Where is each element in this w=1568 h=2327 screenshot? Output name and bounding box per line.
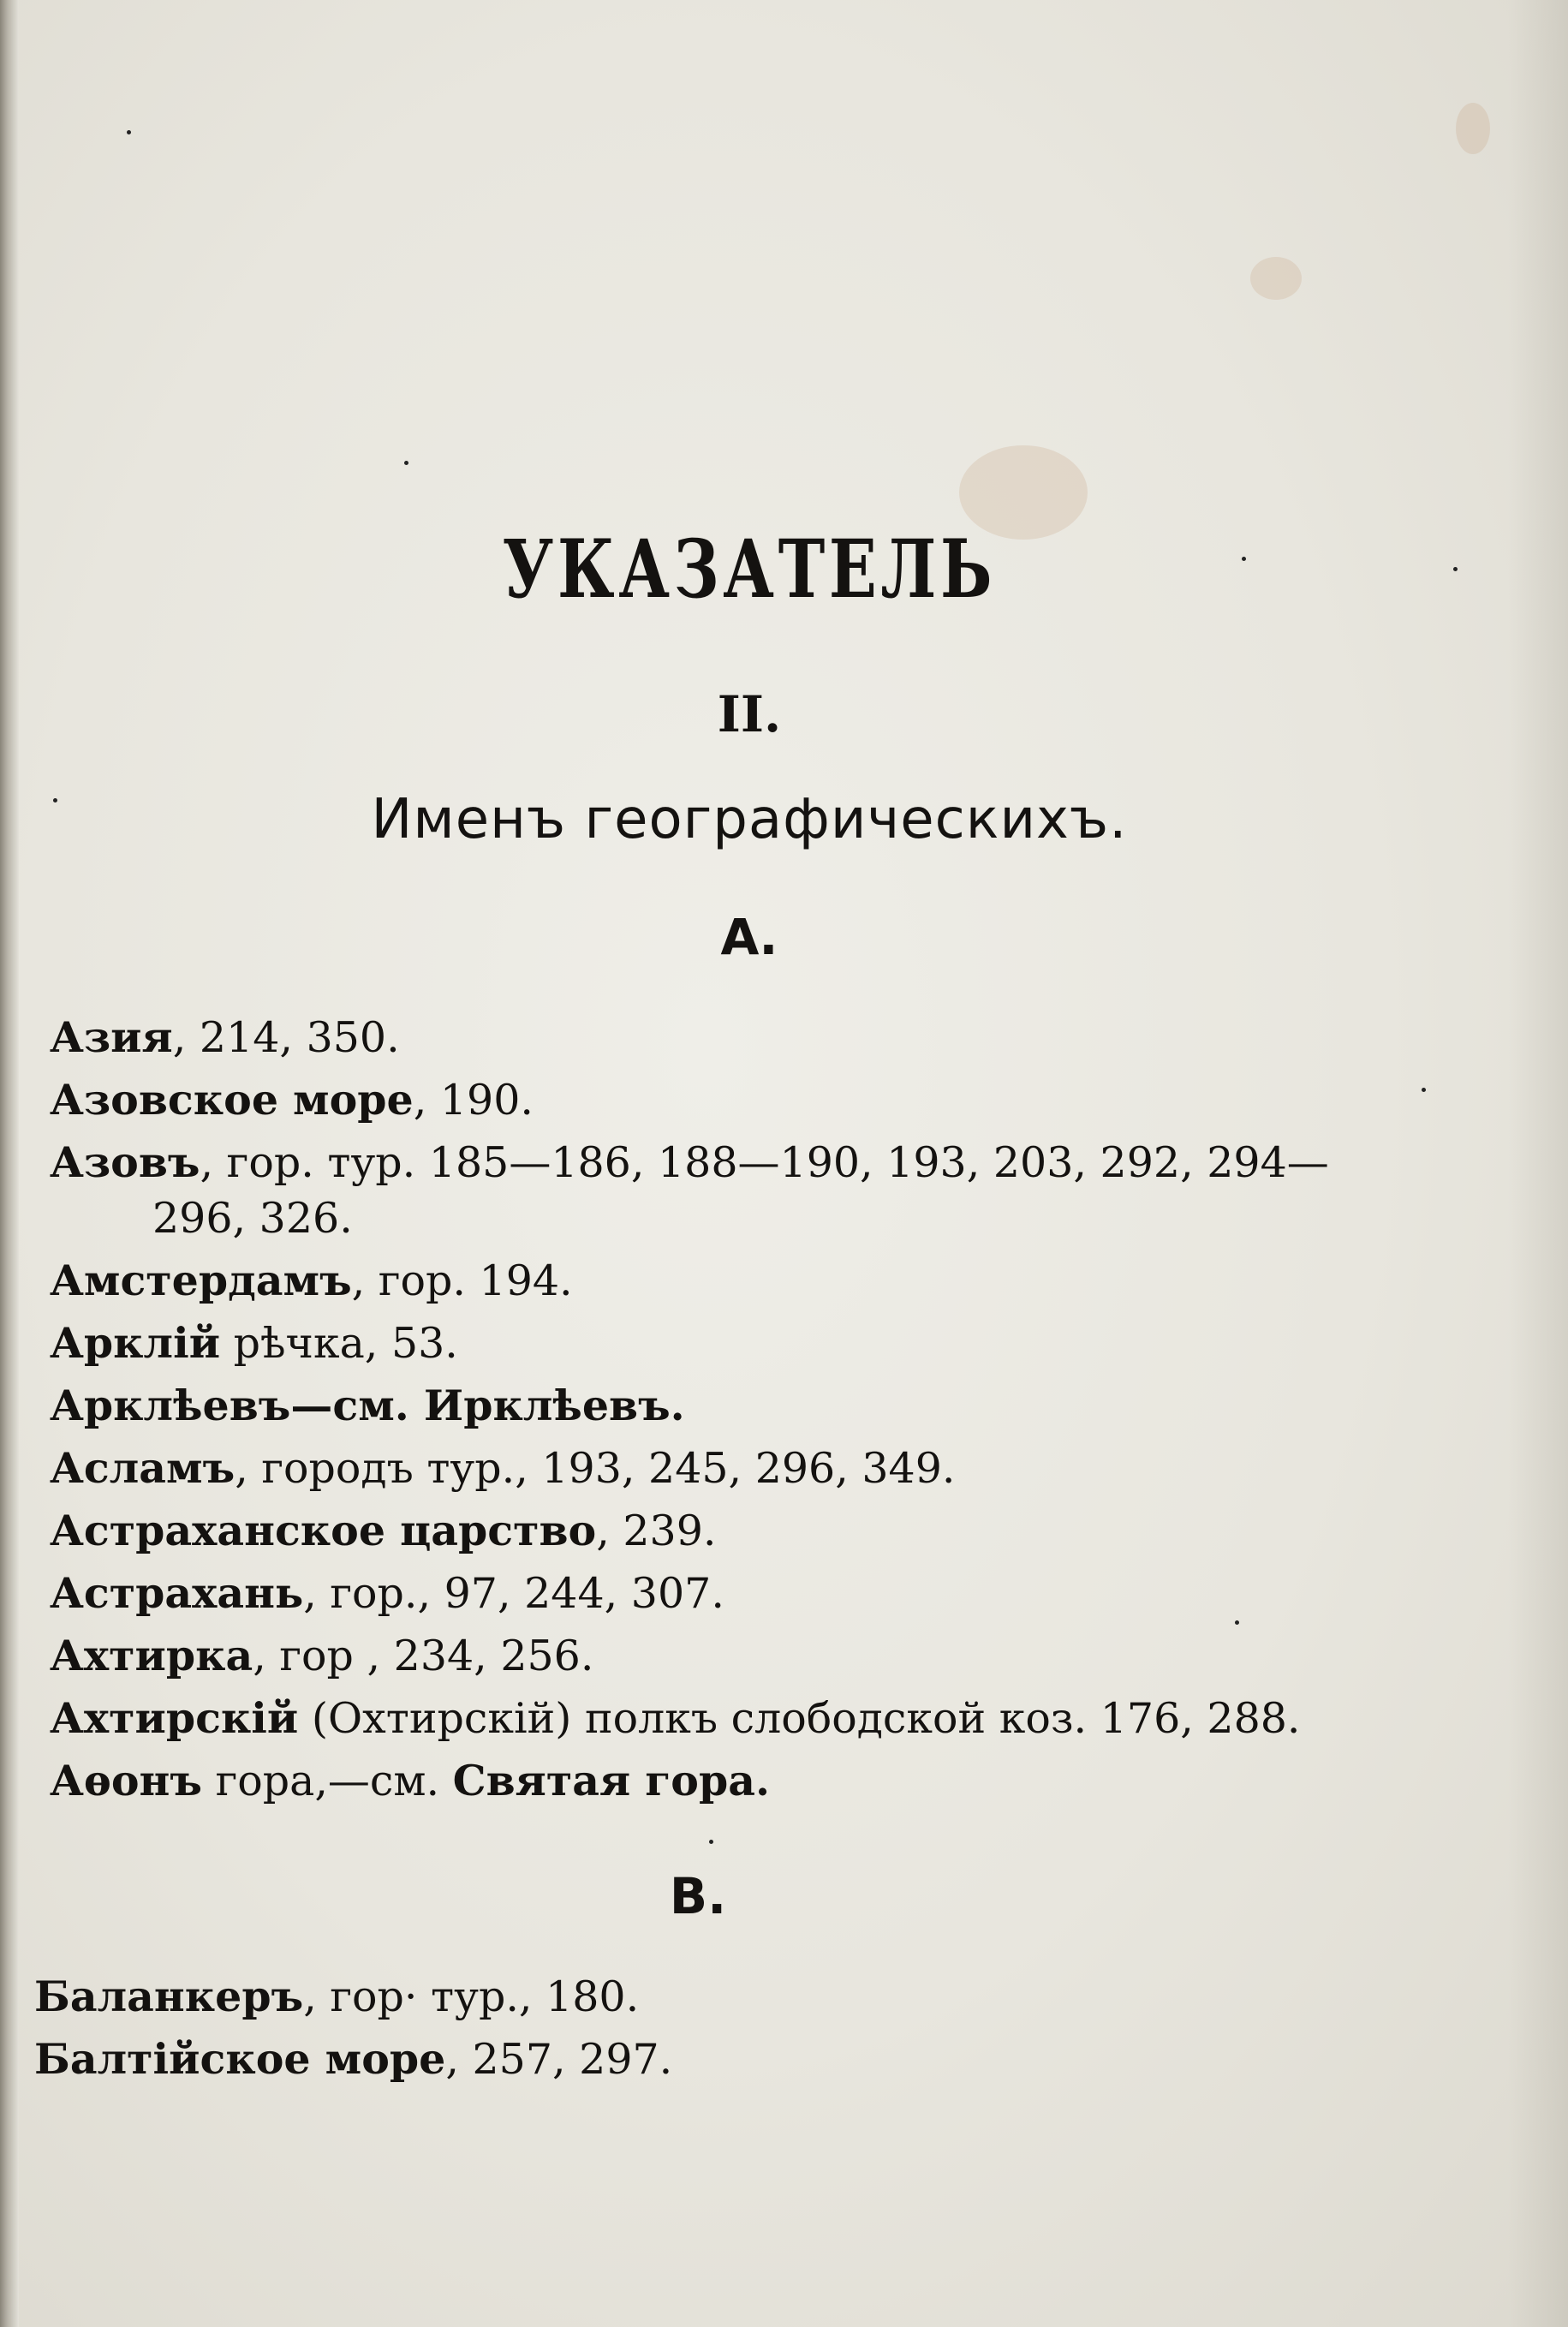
index-list-b [34,1966,1456,2091]
index-entry [50,1687,1471,1750]
section-letter-a: А. [720,908,778,966]
entry-text: —см. [290,1381,424,1430]
section-number: II. [717,685,782,743]
entry-name: Балтійское море [34,2034,446,2084]
entry-text: , 257, 297. [445,2035,673,2084]
entry-name: Ахтирка [50,1631,253,1680]
entry-text: , гор. тур. 185—186, 188—190, 193, 203, 292, 294— [200,1138,1329,1187]
entry-text: , гор., 97, 244, 307. [303,1569,724,1618]
entry-text: , гор. 194. [351,1256,573,1305]
entry-name: Азовское море [50,1075,414,1125]
index-entry [50,1500,1471,1562]
index-entry [50,1625,1471,1687]
index-entry [50,1069,1471,1131]
index-entry [50,1312,1471,1375]
index-entry [34,2028,1456,2091]
index-entry [50,1437,1471,1500]
page-subtitle: Именъ географическихъ. [371,788,1128,851]
index-entry [50,1375,1471,1437]
entry-text: (Охтирскій) полкъ слободской коз. 176, 288. [298,1694,1301,1743]
index-entry [34,1966,1456,2028]
entry-text: , 190. [413,1076,534,1125]
index-entry [50,1250,1471,1312]
entry-name: Арклѣевъ [50,1381,291,1430]
section-letter-b: В. [669,1867,727,1925]
entry-name: Асламъ [50,1443,235,1493]
entry-name: Баланкеръ [34,1972,304,2021]
entry-name: Азия [50,1012,173,1062]
entry-text: гора,—см. [202,1757,453,1805]
page-title: УКАЗАТЕЛЬ [502,522,997,617]
index-entry-continuation: 296, 326. [152,1194,353,1243]
entry-name: Астраханское царство [50,1506,597,1555]
entry-text: , гор· тур., 180. [303,1972,640,2021]
entry-name: Арклій [50,1318,221,1368]
entry-name: Ахтирскій [50,1693,299,1743]
entry-text: , гор , 234, 256. [253,1632,594,1680]
entry-cross-reference: Святая гора. [452,1756,771,1805]
entry-cross-reference: Ирклѣевъ. [423,1381,685,1430]
entry-name: Аѳонъ [50,1756,203,1805]
entry-name: Астрахань [50,1568,304,1618]
entry-name: Амстердамъ [50,1256,352,1305]
entry-name: Азовъ [50,1137,200,1187]
entry-text: , 214, 350. [172,1013,400,1062]
index-entry [50,1006,1471,1069]
index-list-a [50,1006,1471,1812]
index-entry [50,1131,1471,1194]
entry-text: , 239. [596,1507,717,1555]
entry-text: , городъ тур., 193, 245, 296, 349. [235,1444,956,1493]
index-entry [50,1750,1471,1812]
index-entry [50,1562,1471,1625]
entry-text: рѣчка, 53. [220,1319,458,1368]
